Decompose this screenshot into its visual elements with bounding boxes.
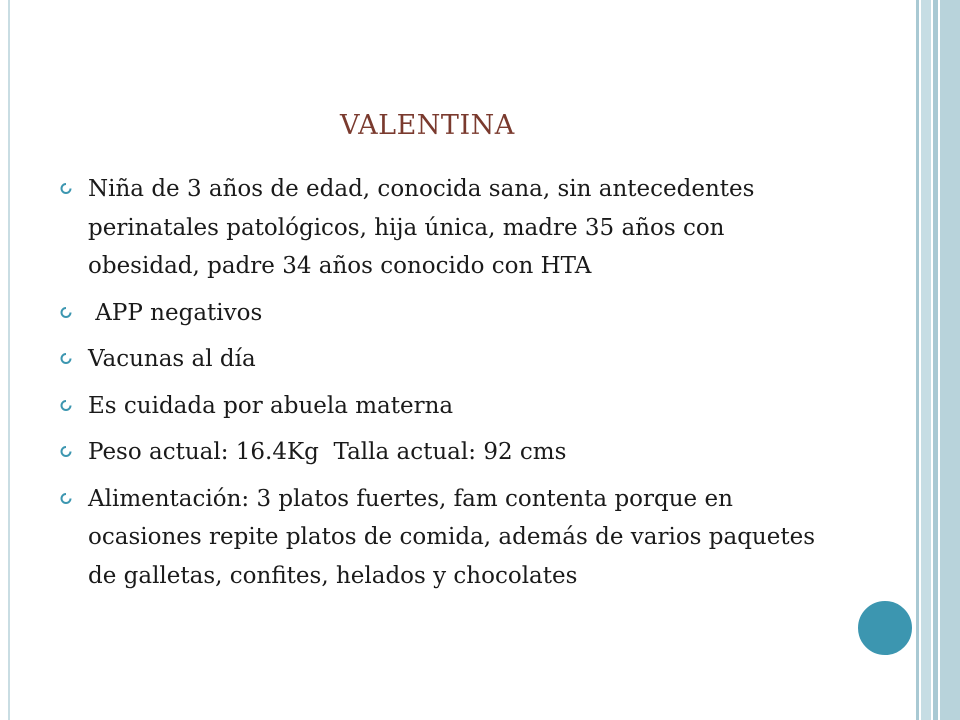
bullet-text: Alimentación: 3 platos fuertes, fam contenta porque en ocasiones repite platos de comida, además de varios paquetes de galletas, confites, helados y chocolates [88, 485, 816, 589]
left-decorative-rule [8, 0, 10, 720]
bullet-text: APP negativos [88, 299, 263, 326]
bullet-item [60, 294, 820, 333]
decorative-bar [940, 0, 960, 720]
decorative-accent-circle [856, 599, 914, 657]
open-circle-bullet-icon [60, 492, 72, 506]
open-circle-bullet-icon [60, 445, 72, 459]
decorative-bar [921, 0, 931, 720]
bullet-text: Niña de 3 años de edad, conocida sana, sin antecedentes perinatales patológicos, hija única, madre 35 años con obesidad, padre 34 años conocido con HTA [88, 176, 755, 279]
open-circle-bullet-icon [60, 352, 72, 366]
open-circle-bullet-icon [60, 306, 72, 320]
bullet-item [60, 170, 820, 286]
bullet-item [60, 433, 820, 472]
bullet-text: Peso actual: 16.4Kg Talla actual: 92 cms [88, 439, 567, 465]
bullet-item [60, 480, 820, 596]
bullet-item [60, 387, 820, 426]
slide-title: VALENTINA [340, 110, 515, 141]
bullet-text: Es cuidada por abuela materna [88, 392, 454, 419]
bullet-text: Vacunas al día [88, 346, 256, 372]
open-circle-bullet-icon [60, 399, 72, 413]
open-circle-bullet-icon [60, 182, 72, 196]
bullet-list [60, 170, 820, 603]
right-decorative-bars [916, 0, 960, 720]
bullet-item [60, 340, 820, 379]
